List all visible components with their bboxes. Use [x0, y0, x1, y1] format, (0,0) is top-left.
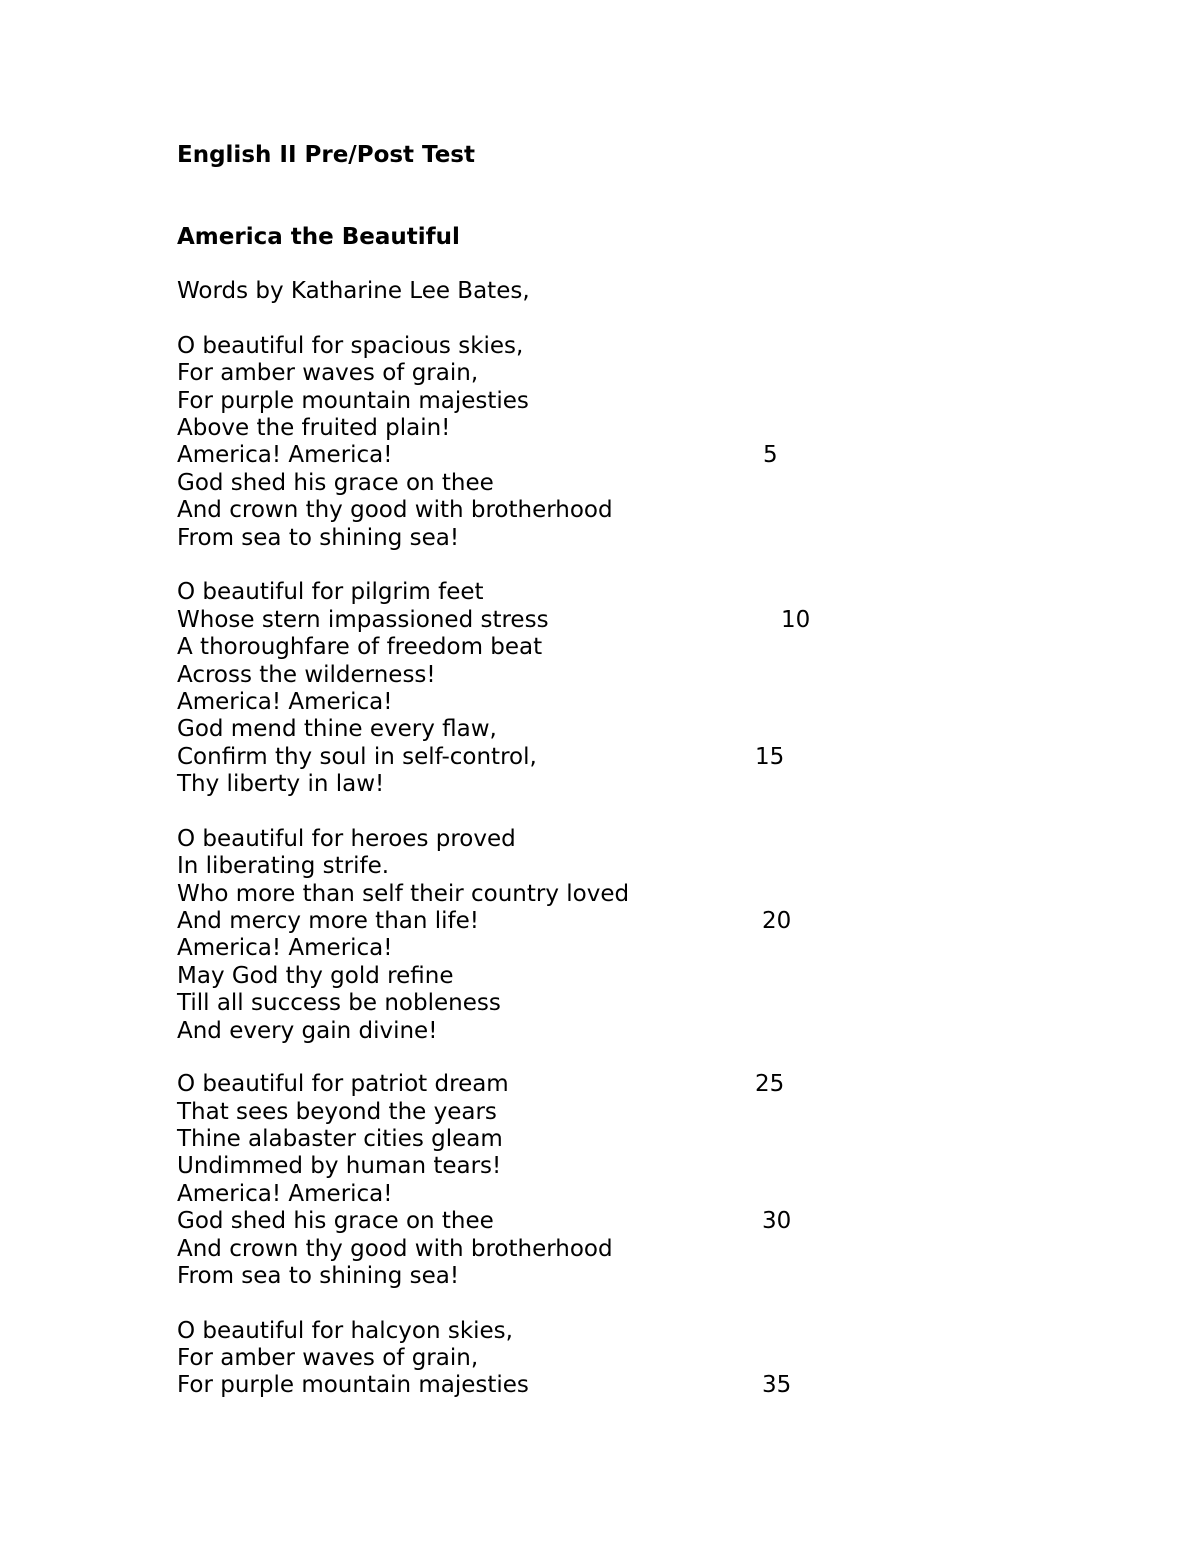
poem-line: Thy liberty in law! [177, 771, 385, 797]
byline: Words by Katharine Lee Bates, [177, 278, 530, 304]
line-number: 15 [755, 744, 785, 770]
line-number: 5 [763, 442, 778, 468]
poem-line: Across the wilderness! [177, 662, 436, 688]
poem-line: That sees beyond the years [177, 1099, 497, 1125]
poem-line: And crown thy good with brotherhood [177, 1236, 613, 1262]
poem-line: God shed his grace on thee [177, 1208, 494, 1234]
poem-line: In liberating strife. [177, 853, 390, 879]
poem-line: A thoroughfare of freedom beat [177, 634, 543, 660]
line-number: 30 [762, 1208, 792, 1234]
poem-line: God mend thine every flaw, [177, 716, 497, 742]
poem-line: Undimmed by human tears! [177, 1153, 502, 1179]
poem-line: From sea to shining sea! [177, 1263, 460, 1289]
poem-line: America! America! [177, 935, 393, 961]
poem-line: And mercy more than life! [177, 908, 480, 934]
poem-line: For purple mountain majesties [177, 1372, 529, 1398]
poem-line: O beautiful for pilgrim feet [177, 579, 484, 605]
poem-line: For amber waves of grain, [177, 360, 479, 386]
poem-line: O beautiful for heroes proved [177, 826, 516, 852]
poem-line: O beautiful for spacious skies, [177, 333, 524, 359]
poem-line: O beautiful for patriot dream [177, 1071, 509, 1097]
poem-line: Whose stern impassioned stress [177, 607, 549, 633]
poem-line: O beautiful for halcyon skies, [177, 1318, 513, 1344]
poem-line: May God thy gold refine [177, 963, 454, 989]
line-number: 10 [781, 607, 811, 633]
poem-line: America! America! [177, 442, 393, 468]
poem-line: Till all success be nobleness [177, 990, 501, 1016]
poem-line: God shed his grace on thee [177, 470, 494, 496]
line-number: 25 [755, 1071, 785, 1097]
line-number: 35 [762, 1372, 792, 1398]
poem-line: For purple mountain majesties [177, 388, 529, 414]
poem-line: Confirm thy soul in self-control, [177, 744, 537, 770]
poem-line: Thine alabaster cities gleam [177, 1126, 503, 1152]
poem-line: And every gain divine! [177, 1018, 438, 1044]
poem-line: From sea to shining sea! [177, 525, 460, 551]
poem-line: America! America! [177, 689, 393, 715]
test-title: English II Pre/Post Test [177, 142, 475, 168]
poem-line: And crown thy good with brotherhood [177, 497, 613, 523]
line-number: 20 [762, 908, 792, 934]
poem-title: America the Beautiful [177, 224, 460, 250]
poem-line: Above the fruited plain! [177, 415, 451, 441]
poem-line: America! America! [177, 1181, 393, 1207]
poem-line: Who more than self their country loved [177, 881, 630, 907]
poem-line: For amber waves of grain, [177, 1345, 479, 1371]
